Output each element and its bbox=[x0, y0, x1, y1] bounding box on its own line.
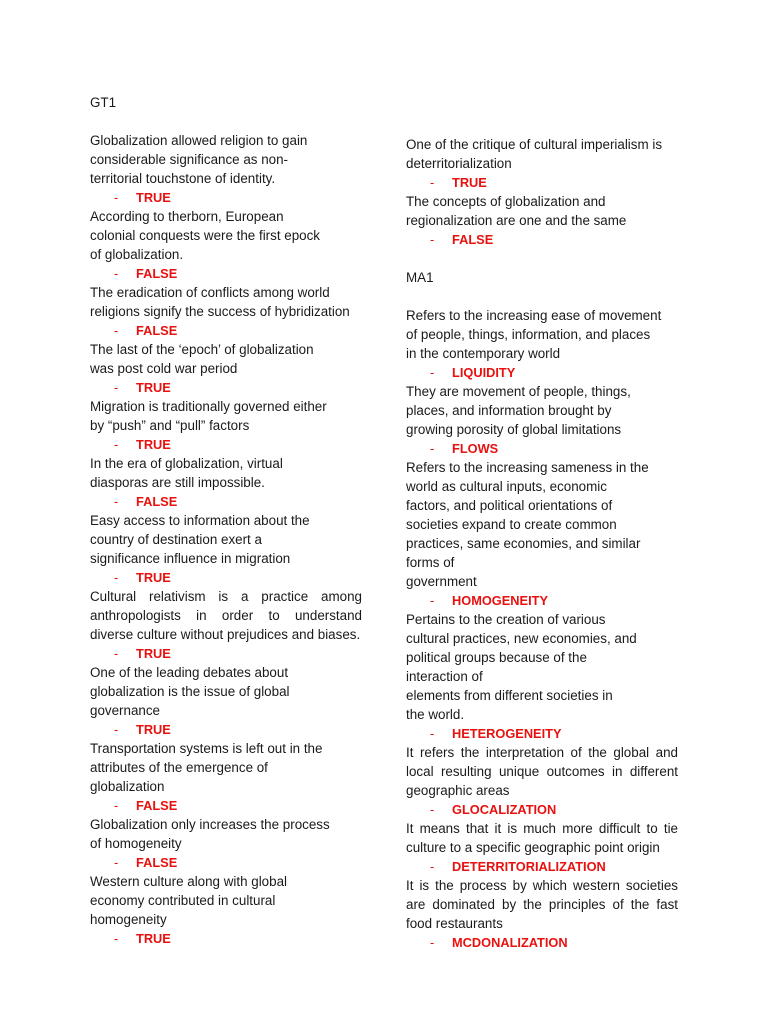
question-text: It is the process by which western societies are dominated by the principles of the fast food restaurants bbox=[406, 878, 678, 931]
right-qa-list bbox=[406, 306, 678, 952]
answer-line bbox=[90, 264, 362, 283]
answer-line bbox=[90, 853, 362, 872]
answer-line bbox=[90, 644, 362, 663]
bullet-dash: - bbox=[430, 726, 435, 741]
question-text: The concepts of globalization and regionalization are one and the same bbox=[406, 194, 627, 228]
answer-line bbox=[406, 363, 678, 382]
answer-text: TRUE bbox=[136, 722, 171, 737]
question-text: The last of the ‘epoch’ of globalization was post cold war period bbox=[90, 342, 314, 376]
question-text: One of the leading debates about globalization is the issue of global governance bbox=[90, 665, 290, 718]
spacer bbox=[406, 287, 678, 306]
right-column bbox=[406, 135, 678, 952]
bullet-dash: - bbox=[114, 323, 119, 338]
left-column bbox=[90, 93, 362, 948]
answer-line bbox=[406, 800, 678, 819]
answer-text: DETERRITORIALIZATION bbox=[452, 859, 606, 874]
answer-line bbox=[406, 230, 678, 249]
bullet-dash: - bbox=[114, 722, 119, 737]
bullet-dash: - bbox=[114, 380, 119, 395]
bullet-dash: - bbox=[114, 646, 119, 661]
question-text: Easy access to information about the country of destination exert a significance influence in migration bbox=[90, 513, 310, 566]
right-intro-qa-list bbox=[406, 135, 678, 249]
bullet-dash: - bbox=[430, 935, 435, 950]
bullet-dash: - bbox=[430, 365, 435, 380]
bullet-dash: - bbox=[114, 494, 119, 509]
answer-text: TRUE bbox=[136, 646, 171, 661]
answer-line bbox=[90, 435, 362, 454]
answer-line bbox=[406, 439, 678, 458]
question-text: Western culture along with global economy contributed in cultural homogeneity bbox=[90, 874, 288, 927]
bullet-dash: - bbox=[430, 175, 435, 190]
answer-text: TRUE bbox=[136, 190, 171, 205]
bullet-dash: - bbox=[114, 570, 119, 585]
answer-line bbox=[406, 857, 678, 876]
question-text: They are movement of people, things, places, and information brought by growing porosity of global limitations bbox=[406, 384, 631, 437]
bullet-dash: - bbox=[430, 802, 435, 817]
section-heading-ma1: MA1 bbox=[406, 270, 434, 285]
answer-text: FLOWS bbox=[452, 441, 499, 456]
bullet-dash: - bbox=[114, 266, 119, 281]
bullet-dash: - bbox=[114, 855, 119, 870]
question-text: Refers to the increasing sameness in the world as cultural inputs, economic factors, and political orientations of societies expand to create common practices, same economies, and similar forms of government bbox=[406, 460, 649, 589]
answer-text: TRUE bbox=[136, 931, 171, 946]
answer-text: HETEROGENEITY bbox=[452, 726, 562, 741]
answer-text: FALSE bbox=[136, 855, 178, 870]
answer-text: FALSE bbox=[136, 323, 178, 338]
answer-text: TRUE bbox=[136, 437, 171, 452]
answer-text: FALSE bbox=[136, 798, 178, 813]
left-qa-list bbox=[90, 131, 362, 948]
question-text: The eradication of conflicts among world religions signify the success of hybridization bbox=[90, 285, 350, 319]
question-text: It refers the interpretation of the global and local resulting unique outcomes in different geographic areas bbox=[406, 745, 678, 798]
question-text: Globalization allowed religion to gain considerable significance as non- territorial touchstone of identity. bbox=[90, 133, 308, 186]
answer-text: FALSE bbox=[452, 232, 494, 247]
answer-text: TRUE bbox=[136, 570, 171, 585]
bullet-dash: - bbox=[114, 190, 119, 205]
answer-line bbox=[90, 929, 362, 948]
answer-line bbox=[90, 492, 362, 511]
question-text: It means that it is much more difficult to tie culture to a specific geographic point origin bbox=[406, 821, 678, 855]
answer-line bbox=[90, 796, 362, 815]
bullet-dash: - bbox=[430, 441, 435, 456]
answer-line bbox=[90, 378, 362, 397]
answer-text: FALSE bbox=[136, 494, 178, 509]
bullet-dash: - bbox=[430, 593, 435, 608]
answer-line bbox=[406, 724, 678, 743]
section-heading-gt1: GT1 bbox=[90, 95, 117, 110]
answer-text: FALSE bbox=[136, 266, 178, 281]
answer-line bbox=[406, 173, 678, 192]
bullet-dash: - bbox=[114, 798, 119, 813]
answer-text: GLOCALIZATION bbox=[452, 802, 557, 817]
answer-line bbox=[90, 321, 362, 340]
answer-text: HOMOGENEITY bbox=[452, 593, 548, 608]
bullet-dash: - bbox=[114, 931, 119, 946]
question-text: Cultural relativism is a practice among anthropologists in order to understand diverse culture without prejudices and biases. bbox=[90, 589, 362, 642]
answer-line bbox=[406, 933, 678, 952]
answer-text: TRUE bbox=[452, 175, 487, 190]
answer-line bbox=[90, 568, 362, 587]
bullet-dash: - bbox=[430, 859, 435, 874]
spacer bbox=[90, 112, 362, 131]
question-text: Migration is traditionally governed either by “push” and “pull” factors bbox=[90, 399, 327, 433]
answer-line bbox=[90, 720, 362, 739]
question-text: Refers to the increasing ease of movement of people, things, information, and places in the contemporary world bbox=[406, 308, 662, 361]
answer-text: LIQUIDITY bbox=[452, 365, 516, 380]
answer-text: MCDONALIZATION bbox=[452, 935, 568, 950]
answer-text: TRUE bbox=[136, 380, 171, 395]
spacer bbox=[406, 249, 678, 268]
question-text: According to therborn, European colonial conquests were the first epock of globalization. bbox=[90, 209, 320, 262]
question-text: In the era of globalization, virtual diasporas are still impossible. bbox=[90, 456, 283, 490]
question-text: One of the critique of cultural imperialism is deterritorialization bbox=[406, 137, 663, 171]
question-text: Globalization only increases the process of homogeneity bbox=[90, 817, 330, 851]
question-text: Pertains to the creation of various cultural practices, new economies, and political groups because of the interaction of elements from different societies in the world. bbox=[406, 612, 637, 722]
bullet-dash: - bbox=[114, 437, 119, 452]
answer-line bbox=[406, 591, 678, 610]
question-text: Transportation systems is left out in the attributes of the emergence of globalization bbox=[90, 741, 323, 794]
bullet-dash: - bbox=[430, 232, 435, 247]
answer-line bbox=[90, 188, 362, 207]
